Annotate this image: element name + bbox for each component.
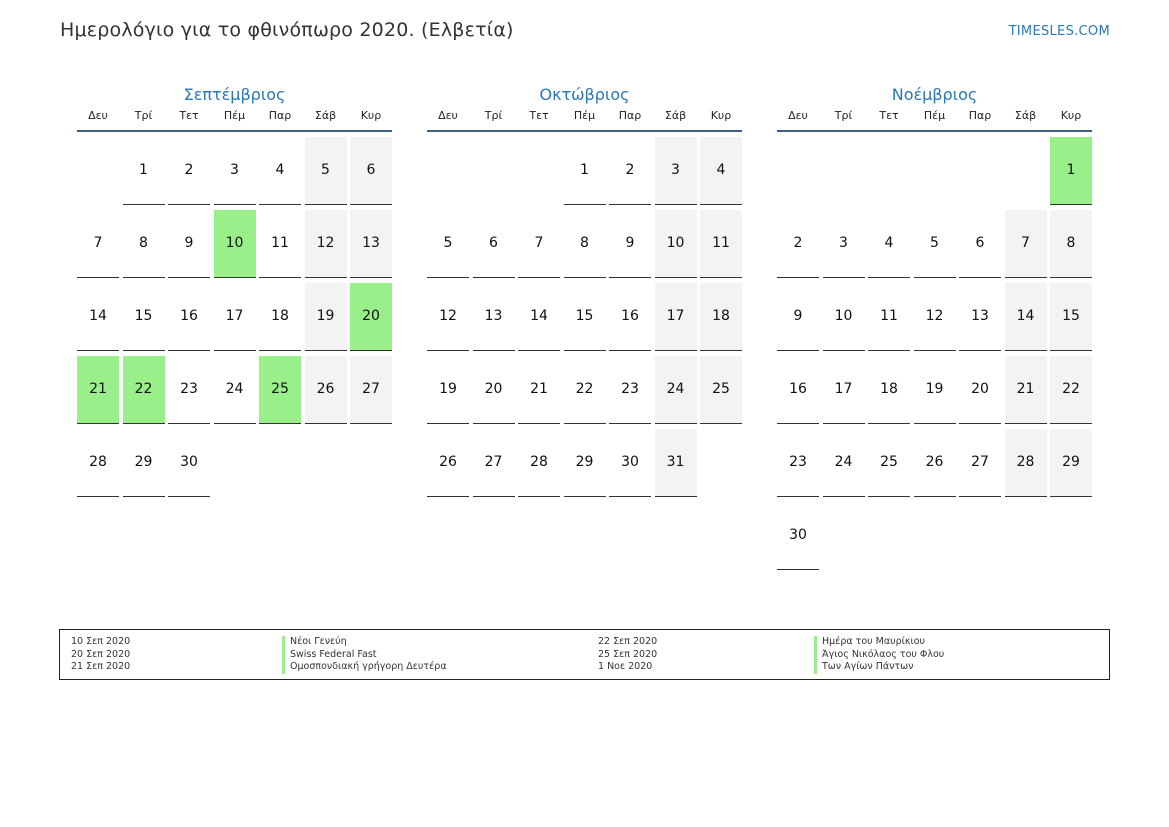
month-october (427, 84, 742, 497)
day-cell[interactable]: 22 (564, 356, 606, 424)
legend-names-column (814, 636, 944, 674)
weekday-label: Σάβ (314, 109, 337, 122)
legend-holiday-name: Ημέρα του Μαυρίκιου (814, 636, 944, 649)
day-cell[interactable]: 18 (700, 283, 742, 351)
legend-date: 25 Σεπ 2020 (598, 648, 658, 660)
day-cell[interactable]: 8 (1050, 210, 1092, 278)
day-cell[interactable]: 8 (123, 210, 165, 278)
day-cell[interactable]: 15 (123, 283, 165, 351)
legend-holiday-name: Swiss Federal Fast (282, 649, 447, 662)
weekday-label: Κυρ (360, 109, 382, 122)
legend-holiday-name: Νέοι Γενεύη (282, 636, 447, 649)
weekday-label: Παρ (268, 109, 292, 122)
day-cell[interactable]: 11 (259, 210, 301, 278)
empty-cell (77, 137, 119, 205)
site-link[interactable]: TIMESLES.COM (1008, 24, 1110, 39)
day-cell[interactable]: 23 (168, 356, 210, 424)
weekday-label: Τετ (879, 109, 899, 122)
day-cell[interactable]: 23 (777, 429, 819, 497)
holiday-day-cell[interactable]: 10 (214, 210, 256, 278)
day-cell[interactable]: 4 (700, 137, 742, 205)
weekday-label: Τετ (529, 109, 549, 122)
day-cell[interactable]: 17 (214, 283, 256, 351)
day-cell[interactable]: 22 (1050, 356, 1092, 424)
day-cell[interactable]: 18 (259, 283, 301, 351)
weekday-label: Δευ (438, 109, 458, 122)
empty-cell (427, 137, 469, 205)
day-cell[interactable]: 3 (823, 210, 865, 278)
weekday-header (427, 108, 742, 132)
day-cell[interactable]: 6 (473, 210, 515, 278)
legend-date: 1 Νοε 2020 (598, 661, 653, 672)
day-cell[interactable]: 12 (914, 283, 956, 351)
empty-cell (1005, 137, 1047, 205)
day-cell[interactable]: 30 (168, 429, 210, 497)
day-cell[interactable]: 27 (959, 429, 1001, 497)
day-cell[interactable]: 19 (305, 283, 347, 351)
day-cell[interactable]: 24 (655, 356, 697, 424)
day-cell[interactable]: 10 (823, 283, 865, 351)
day-cell[interactable]: 16 (777, 356, 819, 424)
day-cell[interactable]: 1 (564, 137, 606, 205)
day-cell[interactable]: 24 (823, 429, 865, 497)
empty-cell (868, 137, 910, 205)
day-cell[interactable]: 12 (305, 210, 347, 278)
empty-cell (823, 137, 865, 205)
day-cell[interactable]: 13 (473, 283, 515, 351)
day-cell[interactable]: 11 (700, 210, 742, 278)
day-grid (77, 137, 392, 497)
day-cell[interactable]: 5 (427, 210, 469, 278)
page-title: Ημερολόγιο για το φθινόπωρο 2020. (Ελβετία) (60, 19, 514, 41)
day-cell[interactable]: 13 (350, 210, 392, 278)
day-cell[interactable]: 27 (350, 356, 392, 424)
weekday-label: Πέμ (923, 109, 946, 122)
weekday-label: Τετ (179, 109, 199, 122)
day-cell[interactable]: 7 (1005, 210, 1047, 278)
holiday-day-cell[interactable]: 20 (350, 283, 392, 351)
day-cell[interactable]: 1 (123, 137, 165, 205)
day-cell[interactable]: 29 (123, 429, 165, 497)
weekday-header (77, 108, 392, 132)
day-cell[interactable]: 29 (1050, 429, 1092, 497)
day-cell[interactable]: 28 (77, 429, 119, 497)
day-cell[interactable]: 19 (427, 356, 469, 424)
day-grid (777, 137, 1092, 570)
day-cell[interactable]: 26 (914, 429, 956, 497)
day-cell[interactable]: 14 (1005, 283, 1047, 351)
holiday-day-cell[interactable]: 21 (77, 356, 119, 424)
weekday-label: Δευ (788, 109, 808, 122)
day-grid (427, 137, 742, 497)
day-cell[interactable]: 6 (959, 210, 1001, 278)
day-cell[interactable]: 16 (609, 283, 651, 351)
holiday-day-cell[interactable]: 22 (123, 356, 165, 424)
day-cell[interactable]: 4 (259, 137, 301, 205)
weekday-label: Παρ (968, 109, 992, 122)
day-cell[interactable]: 30 (609, 429, 651, 497)
month-september (77, 84, 392, 497)
weekday-label: Σάβ (1014, 109, 1037, 122)
day-cell[interactable]: 3 (214, 137, 256, 205)
day-cell[interactable]: 26 (427, 429, 469, 497)
day-cell[interactable]: 9 (168, 210, 210, 278)
empty-cell (473, 137, 515, 205)
day-cell[interactable]: 28 (1005, 429, 1047, 497)
month-name: Σεπτέμβριος (183, 85, 286, 104)
legend-dates-column (598, 636, 657, 674)
day-cell[interactable]: 24 (214, 356, 256, 424)
weekday-label: Πέμ (223, 109, 246, 122)
day-cell[interactable]: 15 (1050, 283, 1092, 351)
weekday-label: Τρί (134, 109, 153, 122)
day-cell[interactable]: 28 (518, 429, 560, 497)
day-cell[interactable]: 16 (168, 283, 210, 351)
day-cell[interactable]: 25 (868, 429, 910, 497)
day-cell[interactable]: 29 (564, 429, 606, 497)
legend-names-column (282, 636, 447, 674)
day-cell[interactable]: 5 (914, 210, 956, 278)
weekday-header (777, 108, 1092, 132)
weekday-label: Τρί (834, 109, 853, 122)
legend-holiday-name: Άγιος Νικόλαος του Φλου (814, 649, 944, 662)
holiday-day-cell[interactable]: 25 (259, 356, 301, 424)
day-cell[interactable]: 15 (564, 283, 606, 351)
day-cell[interactable]: 9 (609, 210, 651, 278)
day-cell[interactable]: 21 (1005, 356, 1047, 424)
weekday-label: Σάβ (664, 109, 687, 122)
empty-cell (914, 137, 956, 205)
legend-date: 22 Σεπ 2020 (598, 636, 658, 647)
weekday-label: Πέμ (573, 109, 596, 122)
month-name: Οκτώβριος (539, 85, 630, 104)
weekday-label: Τρί (484, 109, 503, 122)
day-cell[interactable]: 31 (655, 429, 697, 497)
day-cell[interactable]: 17 (655, 283, 697, 351)
legend-date: 10 Σεπ 2020 (71, 636, 131, 647)
day-cell[interactable]: 7 (518, 210, 560, 278)
empty-cell (777, 137, 819, 205)
day-cell[interactable]: 19 (914, 356, 956, 424)
holiday-day-cell[interactable]: 1 (1050, 137, 1092, 205)
weekday-label: Κυρ (1060, 109, 1082, 122)
day-cell[interactable]: 2 (168, 137, 210, 205)
day-cell[interactable]: 30 (777, 502, 819, 570)
holiday-legend (59, 629, 1110, 680)
day-cell[interactable]: 25 (700, 356, 742, 424)
day-cell[interactable]: 6 (350, 137, 392, 205)
legend-holiday-name: Των Αγίων Πάντων (814, 661, 944, 674)
day-cell[interactable]: 27 (473, 429, 515, 497)
month-november (777, 84, 1092, 570)
day-cell[interactable]: 23 (609, 356, 651, 424)
day-cell[interactable]: 18 (868, 356, 910, 424)
day-cell[interactable]: 14 (518, 283, 560, 351)
day-cell[interactable]: 4 (868, 210, 910, 278)
empty-cell (959, 137, 1001, 205)
day-cell[interactable]: 20 (473, 356, 515, 424)
day-cell[interactable]: 14 (77, 283, 119, 351)
day-cell[interactable]: 5 (305, 137, 347, 205)
day-cell[interactable]: 26 (305, 356, 347, 424)
day-cell[interactable]: 9 (777, 283, 819, 351)
day-cell[interactable]: 8 (564, 210, 606, 278)
day-cell[interactable]: 2 (609, 137, 651, 205)
weekday-label: Κυρ (710, 109, 732, 122)
legend-date: 20 Σεπ 2020 (71, 648, 131, 660)
month-name: Νοέμβριος (891, 85, 978, 104)
day-cell[interactable]: 7 (77, 210, 119, 278)
legend-holiday-name: Ομοσπονδιακή γρήγορη Δευτέρα (282, 661, 447, 674)
day-cell[interactable]: 3 (655, 137, 697, 205)
day-cell[interactable]: 11 (868, 283, 910, 351)
weekday-label: Παρ (618, 109, 642, 122)
day-cell[interactable]: 17 (823, 356, 865, 424)
day-cell[interactable]: 10 (655, 210, 697, 278)
legend-date: 21 Σεπ 2020 (71, 661, 131, 672)
day-cell[interactable]: 12 (427, 283, 469, 351)
empty-cell (518, 137, 560, 205)
legend-dates-column (71, 636, 130, 674)
day-cell[interactable]: 20 (959, 356, 1001, 424)
day-cell[interactable]: 2 (777, 210, 819, 278)
day-cell[interactable]: 21 (518, 356, 560, 424)
day-cell[interactable]: 13 (959, 283, 1001, 351)
weekday-label: Δευ (88, 109, 108, 122)
